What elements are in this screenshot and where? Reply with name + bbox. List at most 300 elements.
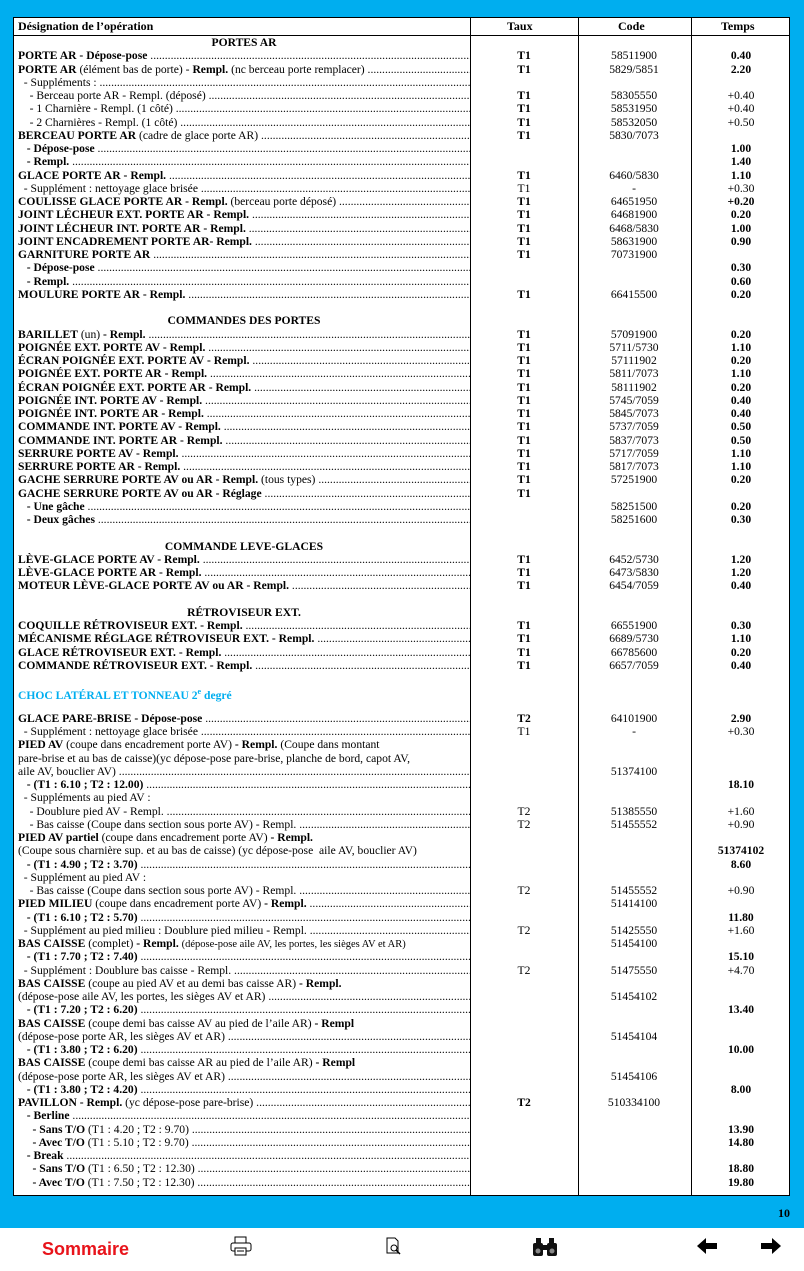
table-row: [14, 752, 789, 765]
table-row: [14, 447, 789, 460]
operation-designation: PAVILLON - Rempl. (yc dépose-pose pare-brise) .....: [18, 1096, 470, 1109]
operation-temps: 1.10: [730, 367, 752, 381]
operation-temps: 2.20: [730, 62, 752, 76]
operation-temps: 0.20: [730, 354, 752, 367]
operation-taux: T1: [517, 579, 531, 593]
table-row: [14, 169, 789, 182]
operation-designation: pare-brise et au bas de caisse)(yc dépose-pose pare-brise, planche de bord, capot AV,: [18, 751, 410, 765]
operation-designation: - Deux gâches .....: [18, 513, 470, 526]
operation-temps: +0.40: [727, 89, 755, 102]
operation-designation: GLACE PARE-BRISE - Dépose-pose .....: [18, 712, 470, 725]
section-title: PORTES AR: [211, 36, 277, 49]
operation-taux: T1: [517, 287, 531, 301]
operation-code: 58532050: [610, 115, 658, 129]
operation-temps: 1.10: [730, 632, 752, 646]
operation-code: 6689/5730: [609, 632, 659, 646]
table-row: [14, 1149, 789, 1162]
operation-taux: T1: [517, 340, 531, 354]
operation-designation: - (T1 : 3.80 ; T2 : 4.20) .....: [18, 1083, 470, 1096]
operation-temps: 1.20: [730, 552, 752, 566]
operation-temps: 1.40: [730, 155, 752, 169]
operation-taux: T1: [517, 446, 531, 460]
operation-designation: - 2 Charnières - Rempl. (1 côté) .....: [18, 116, 470, 129]
operation-temps: +1.60: [727, 804, 755, 818]
table-row: [14, 248, 789, 261]
table-row: [14, 116, 789, 129]
operation-taux: T2: [517, 711, 531, 725]
operation-temps: +0.30: [727, 181, 755, 195]
page-number: 10: [778, 1206, 790, 1220]
operation-temps: 0.30: [730, 513, 752, 526]
operation-code: 51454102: [610, 990, 658, 1003]
table-row: [14, 1096, 789, 1109]
table-row: [14, 778, 789, 791]
operation-temps: 0.40: [730, 658, 752, 672]
table-row: [14, 301, 789, 314]
operation-designation: BERCEAU PORTE AR (cadre de glace porte AR) .....: [18, 129, 470, 142]
operation-taux: T1: [517, 367, 531, 381]
header-code: Code: [618, 19, 645, 33]
table-row: [14, 924, 789, 937]
operation-designation: - Sans T/O (T1 : 4.20 ; T2 : 9.70) .....: [18, 1123, 470, 1136]
operation-designation: - (T1 : 6.10 ; T2 : 5.70) .....: [18, 911, 470, 924]
operation-code: 6468/5830: [609, 221, 659, 235]
operation-taux: T1: [517, 354, 531, 367]
operation-designation: (dépose-pose aile AV, les portes, les sièges AV et AR) .....: [18, 990, 470, 1003]
operation-taux: T1: [517, 128, 531, 142]
table-row: [14, 261, 789, 274]
operation-code: 5811/7073: [609, 367, 659, 381]
operation-taux: T1: [517, 195, 531, 208]
operation-temps: 18.10: [727, 778, 755, 791]
operation-temps: 0.40: [730, 579, 752, 593]
operation-designation: - Supplément : nettoyage glace brisée .....: [18, 182, 470, 195]
operation-temps: 11.80: [728, 910, 754, 924]
operation-designation: - Break .....: [18, 1149, 470, 1162]
operation-designation: - (T1 : 7.70 ; T2 : 7.40) .....: [18, 950, 470, 963]
operation-code: 57111902: [611, 354, 657, 367]
operation-temps: 0.40: [730, 393, 752, 407]
operation-taux: T1: [517, 234, 531, 248]
operation-temps: 13.40: [727, 1003, 755, 1017]
table-row: [14, 407, 789, 420]
operation-temps: 8.60: [730, 857, 752, 871]
operation-taux: T1: [517, 658, 531, 672]
operation-temps: 1.10: [730, 446, 752, 460]
operation-temps: 19.80: [727, 1175, 755, 1189]
operation-temps: 0.40: [730, 49, 752, 63]
operation-temps: 0.50: [730, 433, 752, 447]
table-row: [14, 420, 789, 433]
table-row: [14, 102, 789, 115]
operation-designation: - (T1 : 6.10 ; T2 : 12.00) .....: [18, 778, 470, 791]
operation-temps: 0.50: [730, 420, 752, 434]
operation-code: 51475550: [610, 963, 658, 977]
table-row: [14, 1123, 789, 1136]
operation-designation: PIED MILIEU (coupe dans encadrement porte AV) - Rempl. .....: [18, 897, 470, 910]
table-row: [14, 844, 789, 857]
table-row: [14, 473, 789, 486]
operation-designation: - 1 Charnière - Rempl. (1 côté) .....: [18, 102, 470, 115]
operation-designation: - (T1 : 4.90 ; T2 : 3.70) .....: [18, 858, 470, 871]
operation-designation: - Bas caisse (Coupe dans section sous porte AV) - Rempl. .....: [18, 818, 470, 831]
operation-designation: - Supplément au pied milieu : Doublure pied milieu - Rempl. .....: [18, 924, 470, 937]
table-row: [14, 142, 789, 155]
operation-code: 58511900: [611, 49, 657, 63]
operation-designation: - Suppléments au pied AV :: [18, 791, 151, 805]
operation-designation: COMMANDE INT. PORTE AR - Rempl. .....: [18, 434, 470, 447]
operation-code: 58531950: [610, 102, 658, 116]
operations-table: [13, 17, 790, 1196]
table-row: [14, 871, 789, 884]
operation-code: -: [632, 725, 636, 738]
table-row: [14, 513, 789, 526]
operation-designation: POIGNÉE EXT. PORTE AR - Rempl. .....: [18, 367, 470, 380]
table-row: [14, 1109, 789, 1122]
table-row: [14, 646, 789, 659]
table-row: [14, 1136, 789, 1149]
operation-designation: PORTE AR (élément bas de porte) - Rempl. (nc berceau porte remplacer) .....: [18, 63, 470, 76]
operation-taux: T1: [517, 393, 531, 407]
operation-taux: T1: [517, 248, 531, 261]
table-row: [14, 1083, 789, 1096]
table-row: [14, 858, 789, 871]
operation-designation: GACHE SERRURE PORTE AV ou AR - Réglage .....: [18, 487, 470, 500]
operation-taux: T2: [517, 923, 531, 937]
table-row: [14, 765, 789, 778]
table-row: [14, 49, 789, 62]
operation-code: 58111902: [611, 380, 657, 394]
operation-code: 6473/5830: [609, 566, 659, 579]
table-row: [14, 632, 789, 645]
operation-code: 51385550: [610, 804, 658, 818]
operation-temps: 1.20: [730, 566, 752, 579]
operation-designation: - Dépose-pose .....: [18, 261, 470, 274]
operation-code: 51414100: [610, 897, 658, 911]
table-row: [14, 1176, 789, 1189]
table-row: [14, 328, 789, 341]
operation-code: 66415500: [610, 287, 658, 301]
operation-temps: +1.60: [727, 923, 755, 937]
operation-code: 58251500: [610, 499, 658, 513]
table-row: [14, 659, 789, 672]
operation-designation: LÈVE-GLACE PORTE AR - Rempl. .....: [18, 566, 470, 579]
page-search-icon[interactable]: [384, 1236, 404, 1263]
operation-code: 57091900: [610, 327, 658, 341]
operation-code: 6460/5830: [609, 168, 659, 182]
operation-designation: - Suppléments : .....: [18, 76, 470, 89]
header-designation: Désignation de l’opération: [18, 19, 154, 33]
operation-taux: T1: [517, 168, 531, 182]
operation-code: 5817/7073: [609, 460, 659, 473]
operation-taux: T1: [517, 221, 531, 235]
operation-code: 5745/7059: [609, 393, 659, 407]
table-row: [14, 36, 789, 49]
operation-temps: +0.50: [727, 115, 755, 129]
operation-taux: T1: [517, 433, 531, 447]
operation-code: 51455552: [610, 817, 658, 831]
operation-designation: JOINT LÉCHEUR INT. PORTE AR - Rempl. .....: [18, 222, 470, 235]
operation-taux: T1: [517, 632, 531, 646]
operation-temps: 0.20: [730, 327, 752, 341]
operation-code: 5711/5730: [609, 340, 659, 354]
operation-taux: T1: [517, 380, 531, 394]
operation-designation: - (T1 : 3.80 ; T2 : 6.20) .....: [18, 1043, 470, 1056]
operation-designation: - Doublure pied AV - Rempl. .....: [18, 805, 470, 818]
operation-temps: +0.20: [727, 195, 755, 208]
operation-designation: - Avec T/O (T1 : 5.10 ; T2 : 9.70) .....: [18, 1136, 470, 1149]
operation-code: 51455552: [610, 884, 658, 897]
table-row: [14, 579, 789, 592]
operation-temps: +0.40: [727, 102, 755, 116]
arrow-left-icon[interactable]: [695, 1236, 719, 1263]
operation-temps: 15.10: [727, 950, 755, 964]
operation-code: 5717/7059: [609, 446, 659, 460]
operation-taux: T2: [517, 804, 531, 818]
operation-taux: T2: [517, 884, 531, 897]
operation-temps: 10.00: [727, 1043, 755, 1056]
operation-taux: T1: [517, 552, 531, 566]
operation-temps: +0.90: [727, 884, 755, 897]
operation-temps: 18.80: [727, 1162, 755, 1176]
operation-designation: PIED AV partiel (coupe dans encadrement porte AV) - Rempl.: [18, 831, 313, 844]
operation-temps: 0.40: [730, 407, 752, 420]
table-row: [14, 182, 789, 195]
table-row: [14, 89, 789, 102]
operation-taux: T1: [517, 619, 531, 632]
table-row: [14, 1162, 789, 1175]
operation-code: 58305550: [610, 89, 658, 102]
arrow-right-icon[interactable]: [759, 1236, 783, 1263]
operation-designation: POIGNÉE INT. PORTE AR - Rempl. .....: [18, 407, 470, 420]
operation-designation: BAS CAISSE (complet) - Rempl. (dépose-pose aile AV, les portes, les sièges AV et AR): [18, 937, 406, 950]
table-row: [14, 341, 789, 354]
section-title: COMMANDES DES PORTES: [167, 314, 321, 328]
operation-designation: BAS CAISSE (coupe demi bas caisse AV au pied de l’aile AR) - Rempl: [18, 1016, 355, 1030]
table-row: [14, 235, 789, 248]
table-row: [14, 725, 789, 738]
header-temps: Temps: [721, 19, 755, 33]
operation-designation: GLACE PORTE AR - Rempl. .....: [18, 169, 470, 182]
header-taux: Taux: [507, 19, 533, 33]
operation-temps: 0.20: [730, 380, 752, 394]
table-row: [14, 805, 789, 818]
operation-designation: aile AV, bouclier AV) .....: [18, 765, 470, 778]
table-row: [14, 63, 789, 76]
operation-taux: T1: [517, 102, 531, 116]
table-row: [14, 195, 789, 208]
operation-temps: 13.90: [727, 1122, 755, 1136]
operation-designation: (dépose-pose porte AR, les sièges AV et AR) .....: [18, 1030, 470, 1043]
operation-code: 51374100: [610, 764, 658, 778]
operation-temps: 0.20: [730, 645, 752, 659]
operation-designation: - Dépose-pose .....: [18, 142, 470, 155]
operation-code: 510334100: [607, 1096, 661, 1109]
operation-temps: 8.00: [730, 1082, 752, 1096]
operation-taux: T1: [517, 725, 531, 738]
operation-taux: T1: [517, 407, 531, 420]
table-row: [14, 460, 789, 473]
operation-designation: JOINT ENCADREMENT PORTE AR- Rempl. .....: [18, 235, 470, 248]
operation-taux: T1: [517, 62, 531, 76]
operation-designation: MOULURE PORTE AR - Rempl. .....: [18, 288, 470, 301]
operation-temps: 1.00: [730, 221, 752, 235]
operation-temps: 1.10: [730, 460, 752, 473]
table-row: [14, 911, 789, 924]
table-row: [14, 1070, 789, 1083]
operation-code: 64681900: [610, 208, 658, 222]
operation-designation: - Supplément : nettoyage glace brisée .....: [18, 725, 470, 738]
operation-code: 64101900: [610, 711, 658, 725]
table-row: [14, 1017, 789, 1030]
operation-designation: - Avec T/O (T1 : 7.50 ; T2 : 12.30) .....: [18, 1176, 470, 1189]
operation-temps: 0.20: [730, 287, 752, 301]
table-row: [14, 487, 789, 500]
operation-code: 66551900: [610, 619, 658, 632]
operation-designation: BAS CAISSE (coupe demi bas caisse AR au pied de l’aile AR) - Rempl: [18, 1056, 356, 1070]
operation-taux: T2: [517, 1096, 531, 1109]
operation-temps: 0.60: [730, 274, 752, 288]
operation-code: 66785600: [610, 645, 658, 659]
table-row: [14, 1043, 789, 1056]
table-row: [14, 977, 789, 990]
operation-designation: SERRURE PORTE AR - Rempl. .....: [18, 460, 470, 473]
operation-designation: GLACE RÉTROVISEUR EXT. - Rempl. .....: [18, 646, 470, 659]
operation-temps: 0.20: [730, 208, 752, 222]
table-row: [14, 831, 789, 844]
operation-code: 51454100: [610, 937, 658, 950]
operation-temps: 0.30: [730, 261, 752, 275]
operation-designation: ÉCRAN POIGNÉE EXT. PORTE AV - Rempl. .....: [18, 354, 470, 367]
operation-designation: - (T1 : 7.20 ; T2 : 6.20) .....: [18, 1003, 470, 1016]
table-row: [14, 937, 789, 950]
operation-code: 58251600: [610, 513, 658, 526]
table-row: [14, 1030, 789, 1043]
table-row: [14, 699, 789, 712]
operation-taux: T1: [517, 486, 531, 500]
operation-taux: T1: [517, 208, 531, 222]
table-row: [14, 288, 789, 301]
table-row: [14, 314, 789, 327]
table-row: [14, 367, 789, 380]
table-row: [14, 354, 789, 367]
operation-taux: T1: [517, 645, 531, 659]
operation-code: 51454106: [610, 1069, 658, 1083]
operation-temps: 0.90: [730, 234, 752, 248]
operation-taux: T1: [517, 473, 531, 487]
operation-temps: +4.70: [727, 963, 755, 977]
table-row: [14, 381, 789, 394]
table-row: [14, 76, 789, 89]
table-row: [14, 950, 789, 963]
table-row: [14, 1056, 789, 1069]
operation-taux: T1: [517, 566, 531, 579]
section-title: RÉTROVISEUR EXT.: [187, 605, 301, 619]
table-row: [14, 964, 789, 977]
operation-designation: - Supplément : Doublure bas caisse - Rempl. .....: [18, 964, 470, 977]
operation-temps: 0.20: [730, 499, 752, 513]
table-row: [14, 434, 789, 447]
operation-taux: T1: [517, 89, 531, 102]
binoculars-icon[interactable]: [531, 1236, 559, 1265]
operation-temps: 1.10: [730, 168, 752, 182]
operation-code: 6452/5730: [609, 552, 659, 566]
operation-taux: T1: [517, 327, 531, 341]
operation-designation: ÉCRAN POIGNÉE EXT. PORTE AR - Rempl. .....: [18, 381, 470, 394]
operation-code: 6454/7059: [609, 579, 659, 593]
operation-taux: T1: [517, 115, 531, 129]
operation-temps: 0.20: [730, 473, 752, 487]
operation-designation: PIED AV (coupe dans encadrement porte AV) - Rempl. (Coupe dans montant: [18, 738, 380, 752]
table-row: [14, 818, 789, 831]
table-row: [14, 897, 789, 910]
operation-temps: 2.90: [730, 711, 752, 725]
table-row: [14, 1003, 789, 1016]
table-row: [14, 526, 789, 539]
operation-temps: 0.30: [730, 619, 752, 632]
operation-designation: BARILLET (un) - Rempl. .....: [18, 328, 470, 341]
operation-code: 5829/5851: [609, 62, 659, 76]
operation-code: 5845/7073: [609, 407, 659, 420]
operation-code: 58631900: [610, 234, 658, 248]
table-row: [14, 155, 789, 168]
operation-code: 70731900: [610, 248, 658, 261]
operation-designation: MOTEUR LÈVE-GLACE PORTE AV ou AR - Rempl. .....: [18, 579, 470, 592]
operation-code: 64651950: [610, 195, 658, 208]
operation-taux: T1: [517, 460, 531, 473]
operation-designation: PORTE AR - Dépose-pose .....: [18, 49, 470, 62]
operation-designation: - Berceau porte AR - Rempl. (déposé) .....: [18, 89, 470, 102]
operation-designation: BAS CAISSE (coupe au pied AV et au demi bas caisse AR) - Rempl.: [18, 976, 342, 990]
operation-designation: GARNITURE PORTE AR .....: [18, 248, 470, 261]
operation-code: 57251900: [610, 473, 658, 487]
operation-code: 6657/7059: [609, 658, 659, 672]
table-row: [14, 990, 789, 1003]
operation-taux: T1: [517, 420, 531, 434]
table-row: [14, 606, 789, 619]
operation-taux: T1: [517, 49, 531, 63]
table-body: [14, 36, 789, 1189]
table-row: [14, 566, 789, 579]
table-row: [14, 275, 789, 288]
sommaire-link[interactable]: Sommaire: [42, 1239, 130, 1259]
table-row: [14, 685, 789, 703]
operation-designation: JOINT LÉCHEUR EXT. PORTE AR - Rempl. .....: [18, 208, 470, 221]
table-row: [14, 712, 789, 725]
table-row: [14, 884, 789, 897]
table-row: [14, 500, 789, 513]
operation-designation: MÉCANISME RÉGLAGE RÉTROVISEUR EXT. - Rempl. .....: [18, 632, 470, 645]
operation-designation: POIGNÉE INT. PORTE AV - Rempl. .....: [18, 394, 470, 407]
operation-temps: 1.00: [730, 142, 752, 155]
operation-designation: - Sans T/O (T1 : 6.50 ; T2 : 12.30) .....: [18, 1162, 470, 1175]
operation-temps: +0.90: [727, 817, 755, 831]
operation-designation: LÈVE-GLACE PORTE AV - Rempl. .....: [18, 553, 470, 566]
table-row: [14, 619, 789, 632]
operation-designation: - Une gâche .....: [18, 500, 470, 513]
operation-designation: - Berline .....: [18, 1109, 470, 1122]
table-header: [14, 18, 789, 36]
section-title: COMMANDE LEVE-GLACES: [164, 539, 324, 553]
operation-designation: COQUILLE RÉTROVISEUR EXT. - Rempl. .....: [18, 619, 470, 632]
operation-designation: (Coupe sous charnière sup. et au bas de caisse) (yc dépose-pose aile AV, bouclier AV): [18, 844, 417, 858]
table-row: [14, 208, 789, 221]
operation-designation: - Bas caisse (Coupe dans section sous porte AV) - Rempl. .....: [18, 884, 470, 897]
operation-designation: - Supplément au pied AV :: [18, 870, 147, 884]
printer-icon[interactable]: [230, 1236, 252, 1263]
table-row: [14, 672, 789, 685]
operation-taux: T1: [517, 181, 531, 195]
